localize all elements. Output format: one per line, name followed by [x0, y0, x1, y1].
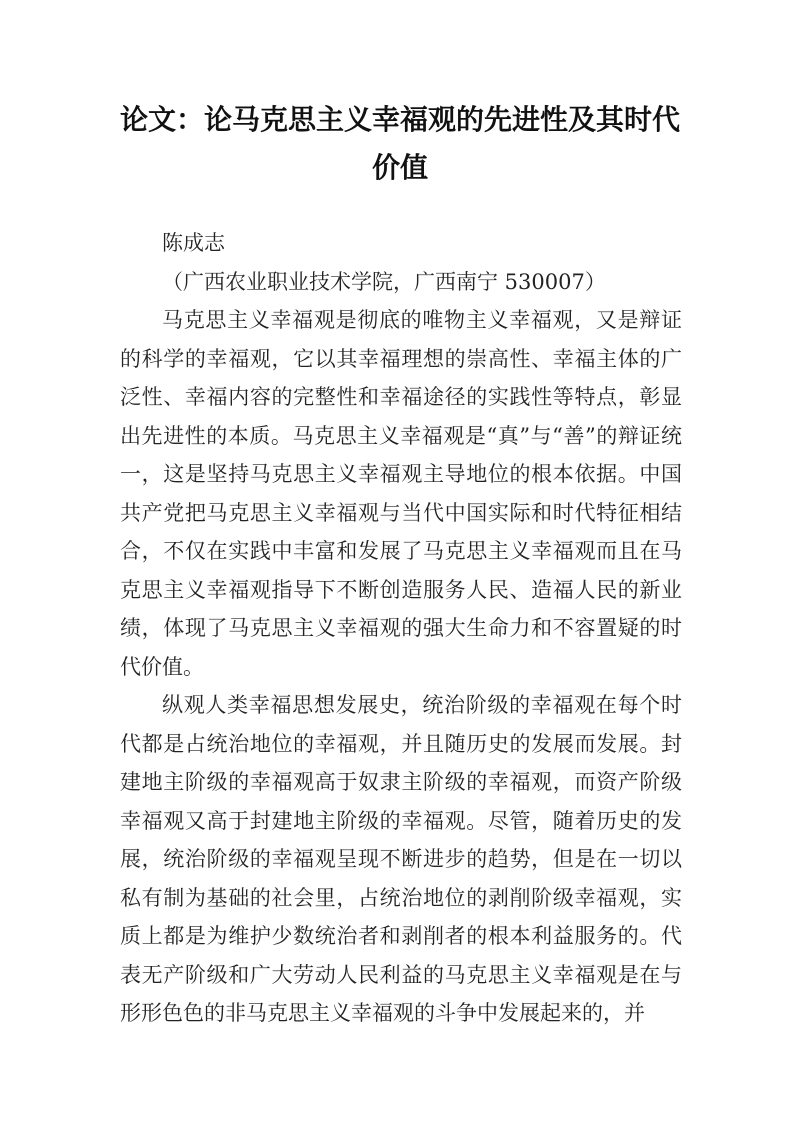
- document-body: [120, 224, 682, 1033]
- author-affiliation: （广西农业职业技术学院，广西南宁 530007）: [162, 269, 606, 294]
- abstract-paragraph: 马克思主义幸福观是彻底的唯物主义幸福观，又是辩证的科学的幸福观，它以其幸福理想的崇高性、幸福主体的广泛性、幸福内容的完整性和幸福途径的实践性等特点，彰显出先进性的本质。马克思主义幸福观是“真”与“善”的辩证统一，这是坚持马克思主义幸福观主导地位的根本依据。中国共产党把马克思主义幸福观与当代中国实际和时代特征相结合，不仅在实践中丰富和发展了马克思主义幸福观而且在马克思主义幸福观指导下不断创造服务人民、造福人民的新业绩，体现了马克思主义幸福观的强大生命力和不容置疑的时代价值。: [120, 308, 682, 679]
- author-name: 陈成志: [162, 231, 225, 255]
- document-title: 论文：论马克思主义幸福观的先进性及其时代价值: [120, 103, 681, 184]
- body-paragraph: 纵观人类幸福思想发展史，统治阶级的幸福观在每个时代都是占统治地位的幸福观，并且随历史的发展而发展。封建地主阶级的幸福观高于奴隶主阶级的幸福观，而资产阶级幸福观又高于封建地主阶级的幸福观。尽管，随着历史的发展，统治阶级的幸福观呈现不断进步的趋势，但是在一切以私有制为基础的社会里，占统治地位的剥削阶级幸福观，实质上都是为维护少数统治者和剥削者的根本利益服务的。代表无产阶级和广大劳动人民利益的马克思主义幸福观是在与形形色色的非马克思主义幸福观的斗争中发展起来的，并: [120, 693, 682, 1025]
